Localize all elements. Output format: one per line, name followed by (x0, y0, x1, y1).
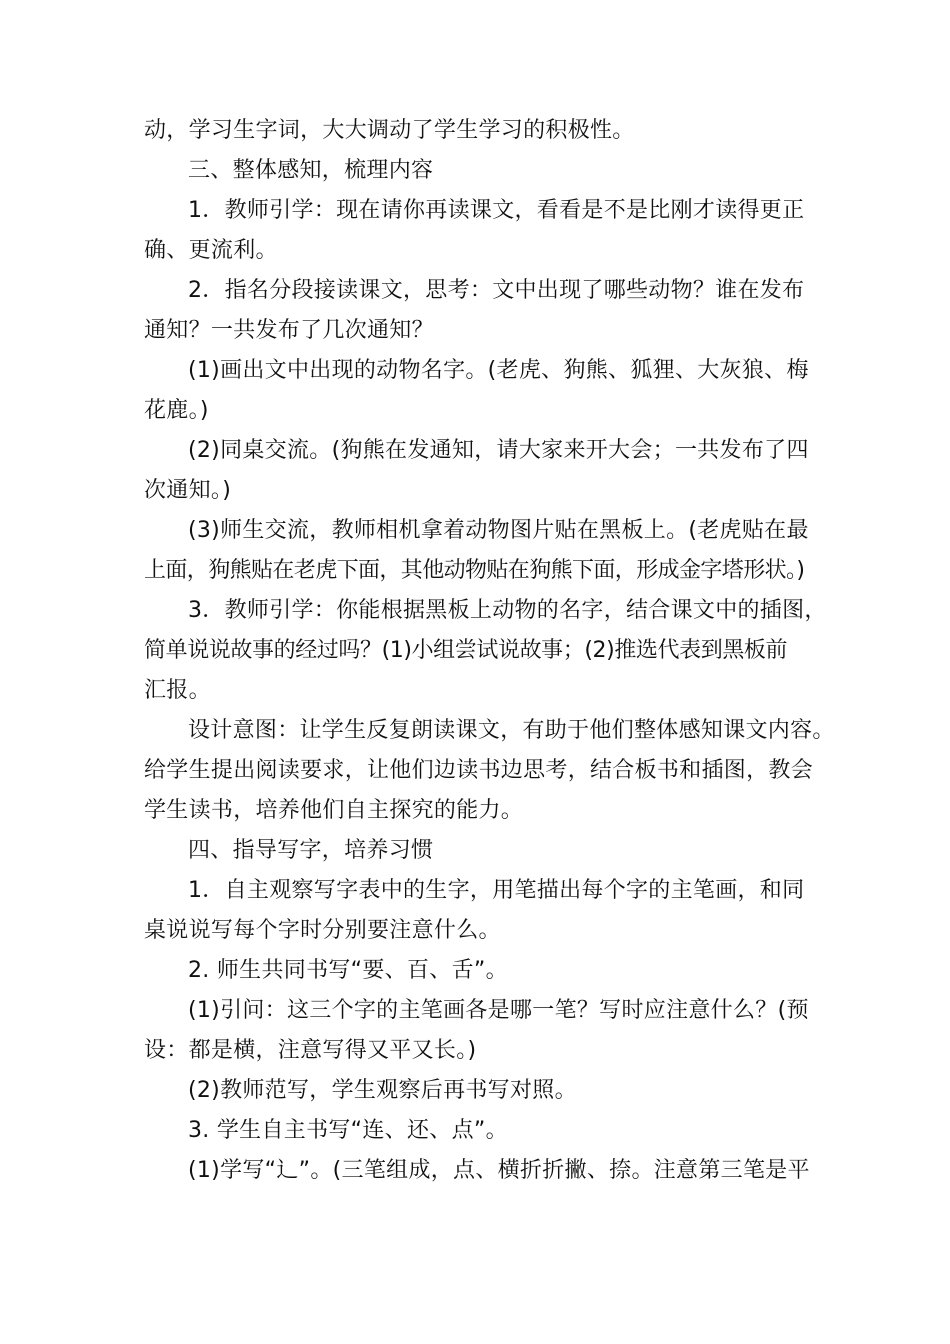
text-line: 桌说说写每个字时分别要注意什么。 (144, 918, 501, 943)
text-line: (3)师生交流，教师相机拿着动物图片贴在黑板上。(老虎贴在最 (188, 518, 809, 543)
text-line: (1)画出文中出现的动物名字。(老虎、狗熊、狐狸、大灰狼、梅 (188, 358, 809, 383)
text-line: 2．指名分段接读课文，思考：文中出现了哪些动物？谁在发布 (188, 278, 805, 303)
text-line: (2)同桌交流。(狗熊在发通知，请大家来开大会；一共发布了四 (188, 438, 809, 463)
design-intent-line: 设计意图：让学生反复朗读课文，有助于他们整体感知课文内容。 (188, 718, 835, 743)
text-line: 次通知。) (144, 478, 232, 503)
text-line: 1．教师引学：现在请你再读课文，看看是不是比刚才读得更正 (188, 198, 805, 223)
text-line: 设：都是横，注意写得又平又长。) (144, 1038, 477, 1063)
section-heading: 三、整体感知，梳理内容 (188, 158, 434, 183)
text-line: (1)引问：这三个字的主笔画各是哪一笔？写时应注意什么？(预 (188, 998, 809, 1023)
text-line: 3. 学生自主书写“连、还、点”。 (188, 1118, 508, 1143)
text-line: 通知？一共发布了几次通知？ (144, 318, 434, 343)
text-line: 简单说说故事的经过吗？(1)小组尝试说故事；(2)推选代表到黑板前 (144, 638, 788, 663)
text-line: 3．教师引学：你能根据黑板上动物的名字，结合课文中的插图， (188, 598, 827, 623)
text-line: 2. 师生共同书写“要、百、舌”。 (188, 958, 508, 983)
text-line: 花鹿。) (144, 398, 209, 423)
text-line: 汇报。 (144, 678, 211, 703)
text-line: 上面，狗熊贴在老虎下面，其他动物贴在狗熊下面，形成金字塔形状。) (144, 558, 805, 583)
text-line: (1)学写“辶”。(三笔组成，点、横折折撇、捺。注意第三笔是平 (188, 1158, 810, 1183)
text-line: (2)教师范写，学生观察后再书写对照。 (188, 1078, 577, 1103)
text-line: 1．自主观察写字表中的生字，用笔描出每个字的主笔画，和同 (188, 878, 805, 903)
text-line: 给学生提出阅读要求，让他们边读书边思考，结合板书和插图，教会 (144, 758, 814, 783)
text-line: 确、更流利。 (144, 238, 278, 263)
section-heading: 四、指导写字，培养习惯 (188, 838, 434, 863)
text-line: 动，学习生字词，大大调动了学生学习的积极性。 (144, 118, 635, 143)
text-line: 学生读书，培养他们自主探究的能力。 (144, 798, 524, 823)
